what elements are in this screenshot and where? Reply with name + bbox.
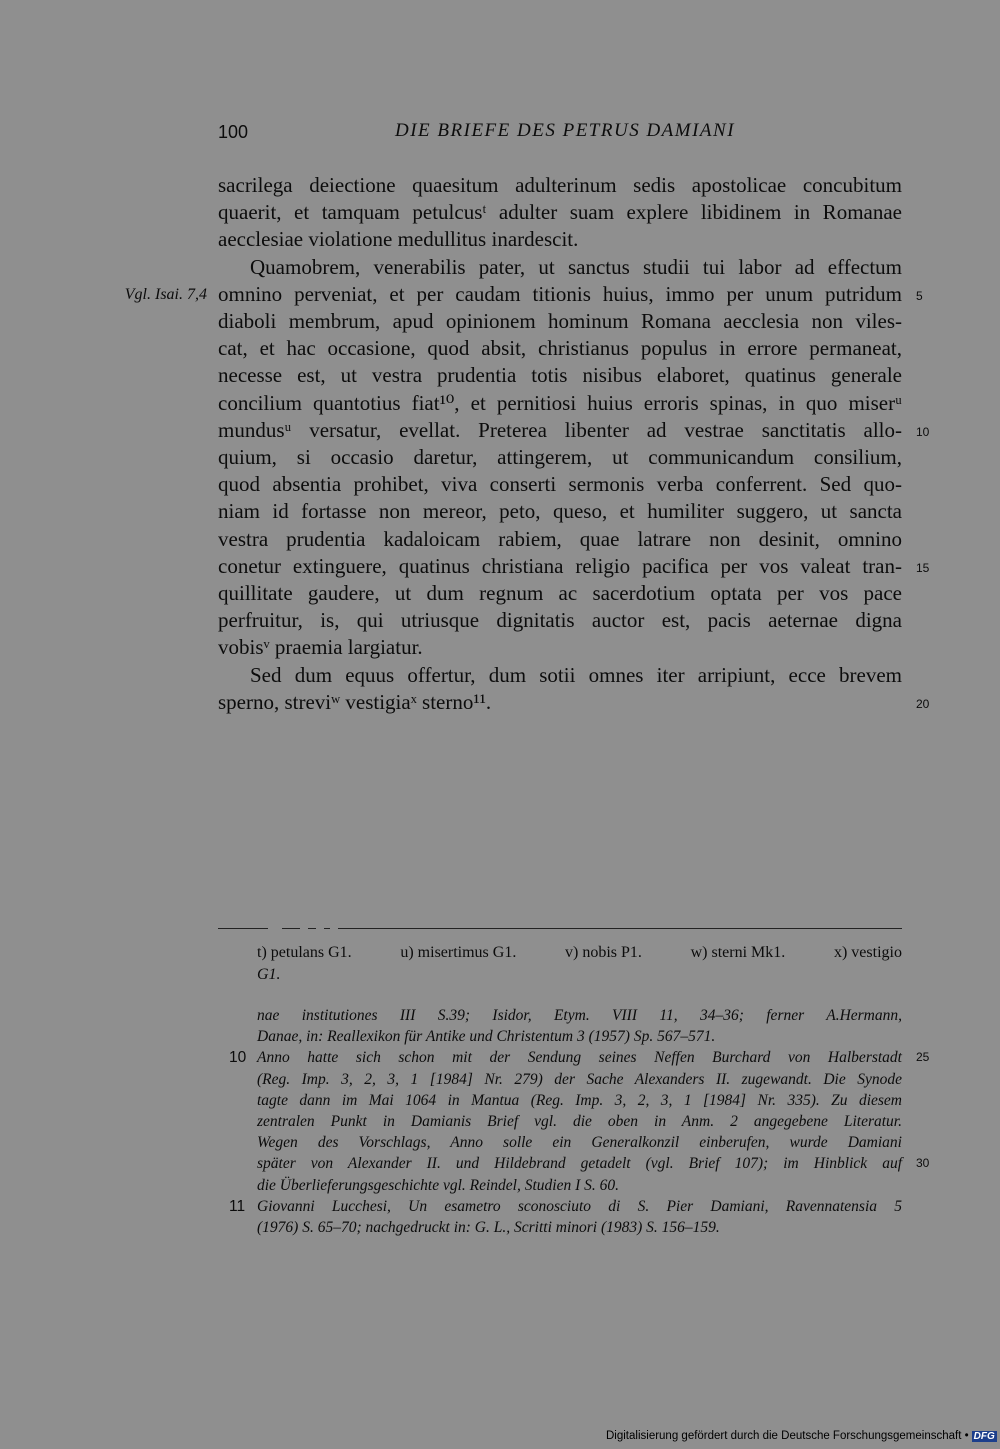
apparatus-entry: v) nobis P1. (565, 944, 642, 961)
text-line (0, 689, 1000, 716)
line-text: necesse est, ut vestra prudentia totis nisibus elaboret, quatinus generale (218, 363, 902, 388)
note-number: 10 (229, 1049, 247, 1067)
line-text: sperno, streviʷ vestigiaˣ sterno¹¹. (218, 689, 492, 714)
apparatus-entry: x) vestigio (833, 944, 902, 961)
text-line (0, 254, 1000, 281)
text-line (0, 281, 1000, 308)
critical-apparatus (257, 942, 902, 986)
text-line (0, 662, 1000, 689)
text-line (0, 607, 1000, 634)
note-line: Giovanni Lucchesi, Un esametro sconosciuto di S. Pier Damiani, Ravennatensia 5 (257, 1197, 902, 1215)
text-line (0, 580, 1000, 607)
line-text: quaerit, et tamquam petulcusᵗ adulter suam explere libidinem in Romanae (218, 200, 902, 225)
line-text: perfruitur, is, qui utriusque dignitatis auctor est, pacis aeternae digna (218, 608, 902, 633)
line-number: 10 (916, 424, 930, 439)
line-text: quillitate gaudere, ut dum regnum ac sacerdotium optata per vos pace (218, 581, 902, 605)
text-line (0, 308, 1000, 335)
text-line (0, 199, 1000, 226)
text-line (0, 444, 1000, 471)
note-line: tagte dann im Mai 1064 in Mantua (Reg. Imp. 3, 2, 3, 1 [1984] Nr. 335). Zu diesem (257, 1091, 902, 1109)
line-text: Quamobrem, venerabilis pater, ut sanctus studii tui labor ad effectum (250, 254, 902, 279)
line-text: niam id fortasse non mereor, peto, queso, et humiliter suggero, ut sancta (218, 499, 902, 524)
line-text: aecclesiae violatione medullitus inardescit. (218, 227, 579, 252)
text-line (0, 498, 1000, 525)
dfg-logo: DFG (973, 1431, 995, 1442)
text-line (0, 634, 1000, 661)
text-line (0, 471, 1000, 498)
text-line (0, 172, 1000, 199)
apparatus-entry: t) petulans G1. (257, 944, 352, 961)
footer (606, 1430, 997, 1442)
line-text: conetur extinguere, quatinus christiana religio pacifica per vos valeat tran- (218, 553, 902, 578)
note-line: Anno hatte sich schon mit der Sendung seines Neffen Burchard von Halberstadt (257, 1049, 902, 1067)
running-title: DIE BRIEFE DES PETRUS DAMIANI (395, 120, 736, 141)
margin-reference: Vgl. Isai. 7,4 (124, 285, 207, 303)
note-line: später von Alexander II. und Hildebrand getadelt (vgl. Brief 107); im Hinblick auf (257, 1155, 902, 1173)
note-line: zentralen Punkt in Damianis Brief vgl. die oben in Anm. 2 angegebene Literatur. (257, 1113, 902, 1130)
line-number: 5 (916, 288, 923, 303)
note-line: die Überlieferungsgeschichte vgl. Reindel, Studien I S. 60. (257, 1176, 620, 1194)
text-line (0, 362, 1000, 389)
note-line: Wegen des Vorschlags, Anno solle ein Generalkonzil einberufen, wurde Damiani (257, 1134, 902, 1152)
page-number: 100 (218, 122, 249, 142)
running-header (0, 120, 1000, 148)
line-text: diaboli membrum, apud opinionem hominum Romana aecclesia non viles- (218, 309, 902, 333)
line-number: 25 (916, 1050, 930, 1065)
line-text: sacrilega deiectione quaesitum adulterinum sedis apostolicae concubitum (218, 173, 902, 197)
apparatus-entry: w) sterni Mk1. (690, 944, 786, 961)
line-text: quod absentia prohibet, viva conserti sermonis verba conferrent. Sed quo- (218, 472, 902, 497)
text-line (0, 390, 1000, 417)
line-number: 15 (916, 560, 930, 575)
note-line: Danae, in: Reallexikon für Antike und Christentum 3 (1957) Sp. 567–571. (257, 1028, 716, 1046)
text-line (0, 417, 1000, 444)
line-text: vestra prudentia kadaloicam rabiem, quae latrare non desinit, omnino (218, 526, 902, 551)
note-line: nae institutiones III S.39; Isidor, Etym. VIII 11, 34–36; ferner A.Hermann, (257, 1007, 902, 1024)
apparatus-continuation: G1. (257, 966, 281, 983)
line-text: quium, si occasio daretur, attingerem, ut communicandum consilium, (218, 445, 902, 469)
text-line (0, 226, 1000, 253)
line-text: vobisᵛ praemia largiatur. (218, 635, 423, 660)
line-text: Sed dum equus offertur, dum sotii omnes iter arripiunt, ecce brevem (250, 662, 902, 687)
text-line (0, 335, 1000, 362)
line-number: 30 (916, 1156, 930, 1171)
text-line (0, 526, 1000, 553)
note-number: 11 (229, 1197, 246, 1215)
line-number: 20 (916, 696, 930, 711)
line-text: cat, et hac occasione, quod absit, christianus populus in errore permaneat, (218, 336, 902, 361)
line-text: concilium quantotius fiat¹⁰, et pernitiosi huius erroris spinas, in quo miserᵘ (218, 390, 902, 415)
text-line (0, 553, 1000, 580)
line-text: mundusᵘ versatur, evellat. Preterea libenter ad vestrae sanctitatis allo- (218, 417, 902, 442)
footer-text: Digitalisierung gefördert durch die Deutsche Forschungsgemeinschaft • (606, 1430, 969, 1442)
note-line: (Reg. Imp. 3, 2, 3, 1 [1984] Nr. 279) der Sache Alexanders II. zugewandt. Die Synode (257, 1070, 902, 1088)
line-text: omnino perveniat, et per caudam titionis huius, immo per unum putridum (218, 281, 902, 306)
apparatus-entry: u) misertimus G1. (400, 944, 517, 961)
note-line: (1976) S. 65–70; nachgedruckt in: G. L., Scritti minori (1983) S. 156–159. (257, 1219, 720, 1236)
